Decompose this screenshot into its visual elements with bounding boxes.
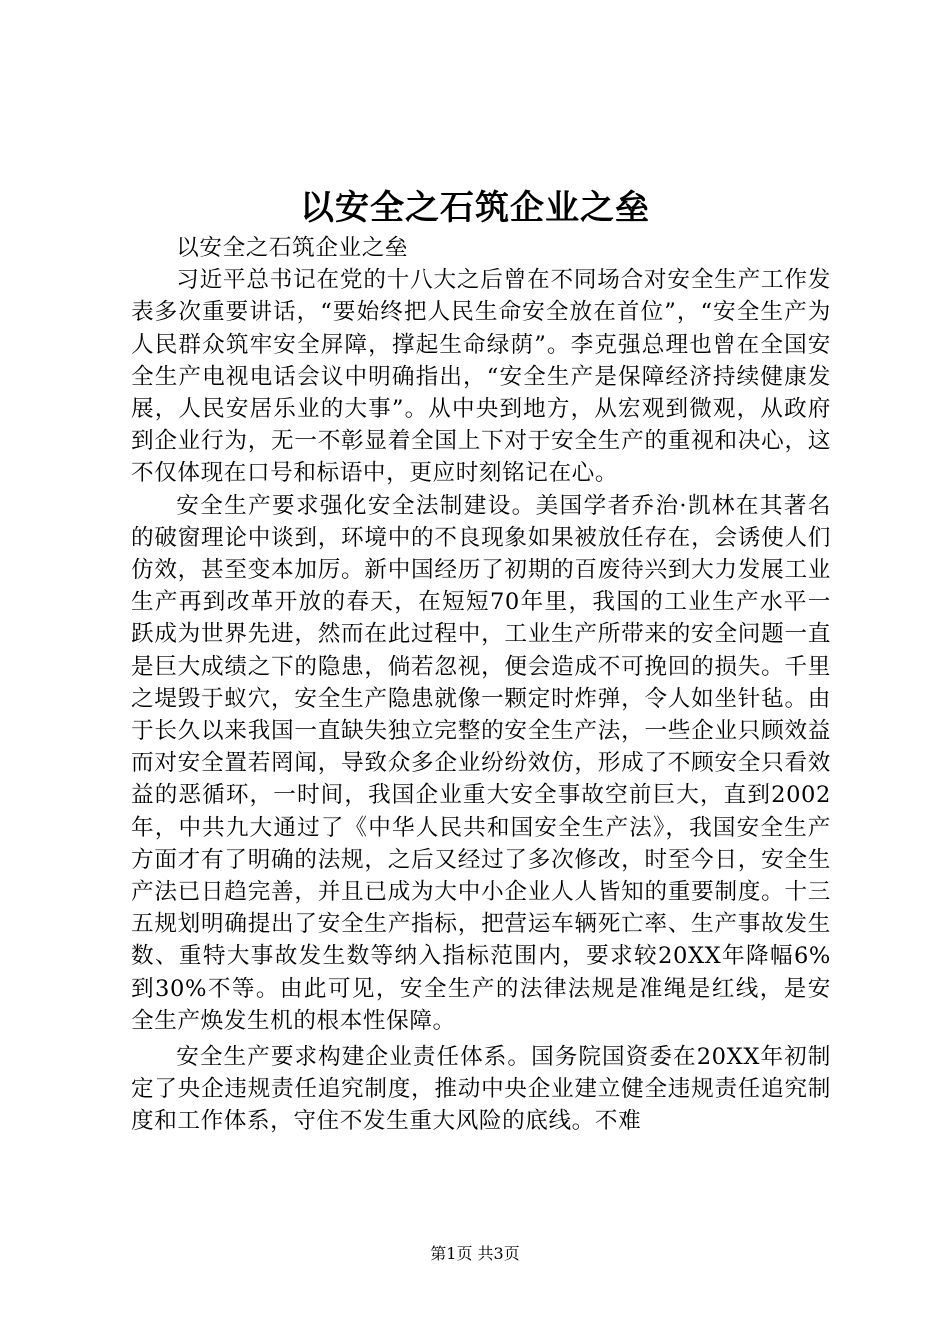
page-title: 以安全之石筑企业之垒 bbox=[300, 188, 650, 228]
document-body bbox=[131, 232, 831, 1138]
body-paragraph-2: 安全生产要求强化安全法制建设。美国学者乔治·凯林在其著名的破窗理论中谈到，环境中的不良现象如果被放任存在，会诱使人们仿效，甚至变本加厉。新中国经历了初期的百废待兴到大力发展工业生产再到改革开放的春天，在短短70年里，我国的工业生产水平一跃成为世界先进，然而在此过程中，工业生产所带来的安全问题一直是巨大成绩之下的隐患，倘若忽视，便会造成不可挽回的损失。千里之堤毁于蚁穴，安全生产隐患就像一颗定时炸弹，令人如坐针毡。由于长久以来我国一直缺失独立完整的安全生产法，一些企业只顾效益而对安全置若罔闻，导致众多企业纷纷效仿，形成了不顾安全只看效益的恶循环，一时间，我国企业重大安全事故空前巨大，直到2002年，中共九大通过了《中华人民共和国安全生产法》，我国安全生产方面才有了明确的法规，之后又经过了多次修改，时至今日，安全生产法已日趋完善，并且已成为大中小企业人人皆知的重要制度。十三五规划明确提出了安全生产指标，把营运车辆死亡率、生产事故发生数、重特大事故发生数等纳入指标范围内，要求较20XX年降幅6%到30%不等。由此可见，安全生产的法律法规是准绳是红线，是安全生产焕发生机的根本性保障。 bbox=[131, 492, 831, 1034]
subtitle-paragraph: 以安全之石筑企业之垒 bbox=[176, 235, 409, 261]
body-paragraph-3: 安全生产要求构建企业责任体系。国务院国资委在20XX年初制定了央企违规责任追究制度，推动中央企业建立健全违规责任追究制度和工作体系，守住不发生重大风险的底线。不难 bbox=[131, 1044, 831, 1135]
body-paragraph-1: 习近平总书记在党的十八大之后曾在不同场合对安全生产工作发表多次重要讲话，“要始终把人民生命安全放在首位”，“安全生产为人民群众筑牢安全屏障，撑起生命绿荫”。李克强总理也曾在全国安全生产电视电话会议中明确指出，“安全生产是保障经济持续健康发展，人民安居乐业的大事”。从中央到地方，从宏观到微观，从政府到企业行为，无一不彰显着全国上下对于安全生产的重视和决心，这不仅体现在口号和标语中，更应时刻铭记在心。 bbox=[131, 267, 831, 487]
page-footer: 第1页 共3页 bbox=[430, 1244, 520, 1263]
